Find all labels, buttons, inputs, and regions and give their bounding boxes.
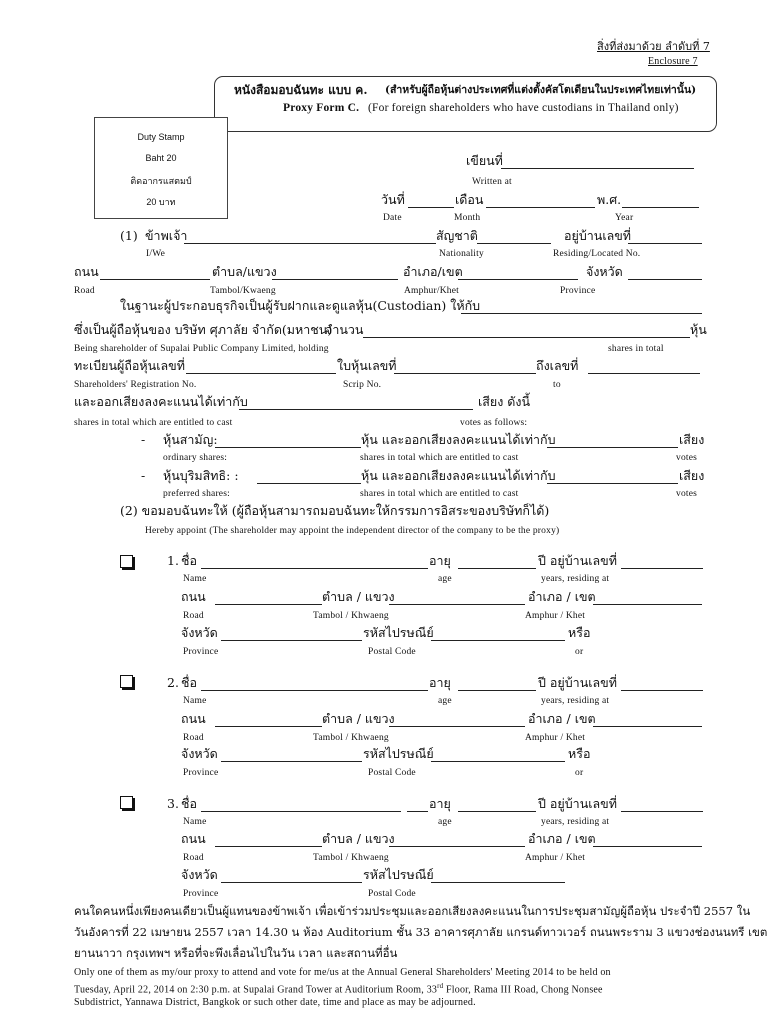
preferred-votes-field[interactable]: [547, 483, 678, 484]
proxy-3-checkbox[interactable]: [120, 796, 133, 809]
nationality-en: Nationality: [439, 249, 484, 259]
proxy-1-age-thai: อายุ: [429, 553, 451, 568]
ordinary-mid-thai: หุ้น และออกเสียงลงคะแนนได้เท่ากับ: [361, 432, 556, 447]
votes-as-en: votes as follows:: [460, 418, 528, 428]
proxy-2-name-thai: ชื่อ: [181, 675, 197, 690]
proxy-2-tambol-en: Tambol / Khwaeng: [313, 733, 389, 743]
preferred-mid-en: shares in total which are entitled to cast: [360, 489, 519, 499]
tambol-en: Tambol/Kwaeng: [210, 286, 276, 296]
stamp-thai-label: ติดอากรแสตมป์: [130, 176, 192, 186]
proxy-1-age-field[interactable]: [458, 568, 536, 569]
registration-field[interactable]: [186, 373, 336, 374]
amount-thai: จำนวน: [325, 322, 364, 337]
residing-field[interactable]: [628, 243, 702, 244]
title-thai-sub: (สำหรับผู้ถือหุ้นต่างประเทศที่แต่งตั้งคัสโตเดียนในประเทศไทยเท่านั้น): [385, 84, 697, 96]
proxy-2-amphur-en: Amphur / Khet: [525, 733, 586, 743]
stamp-thai-baht-label: 20 บาท: [146, 197, 176, 207]
preferred-mid-thai: หุ้น และออกเสียงลงคะแนนได้เท่ากับ: [361, 468, 556, 483]
proxy-3-postal-en: Postal Code: [368, 889, 416, 899]
road-thai: ถนน: [74, 264, 99, 279]
proxy-3-amphur-thai: อำเภอ / เขต: [528, 831, 596, 846]
tambol-thai: ตำบล/แขวง: [212, 264, 277, 279]
proxy-2-postal-field[interactable]: [431, 761, 565, 762]
ordinary-thai: หุ้นสามัญ:: [163, 432, 218, 447]
shares-total-en: shares in total: [608, 344, 664, 354]
proxy-2-tambol-field[interactable]: [389, 726, 525, 727]
title-en-sub: (For foreign shareholders who have custodians in Thailand only): [368, 102, 679, 114]
proxy-1-or-thai: หรือ: [568, 625, 591, 640]
proxy-2-age-thai: อายุ: [429, 675, 451, 690]
proxy-3-address-field[interactable]: [621, 811, 703, 812]
votes-field[interactable]: [239, 409, 473, 410]
proxy-3-years-thai: ปี อยู่บ้านเลขที่: [538, 796, 617, 811]
holder-en: Being shareholder of Supalai Public Company Limited, holding: [74, 344, 329, 354]
section2-heading-en: Hereby appoint (The shareholder may appoint the independent director of the company to be the proxy): [145, 526, 560, 536]
written-at-thai: เขียนที่: [466, 153, 503, 168]
proxy-2-province-thai: จังหวัด: [181, 746, 218, 761]
proxy-2-road-en: Road: [183, 733, 204, 743]
proxy-1-address-field[interactable]: [621, 568, 703, 569]
date-year-field[interactable]: [622, 207, 699, 208]
proxy-3-number: 3.: [167, 796, 179, 811]
proxy-1-road-field[interactable]: [215, 604, 322, 605]
iwe-thai: ข้าพเจ้า: [145, 228, 188, 243]
written-at-field[interactable]: [501, 168, 694, 169]
date-day-en: Date: [383, 213, 402, 223]
footer-en-line-2-sup: rd: [437, 982, 444, 990]
proxy-3-age-field[interactable]: [458, 811, 536, 812]
proxy-3-years-en: years, residing at: [541, 817, 610, 827]
proxy-3-tambol-thai: ตำบล / แขวง: [322, 831, 395, 846]
province-en: Province: [560, 286, 596, 296]
date-day-thai: วันที่: [381, 192, 405, 207]
residing-en: Residing/Located No.: [553, 249, 641, 259]
proxy-3-age-thai: อายุ: [429, 796, 451, 811]
proxy-1-amphur-en: Amphur / Khet: [525, 611, 586, 621]
proxy-3-province-field[interactable]: [221, 882, 362, 883]
proxy-2-checkbox[interactable]: [120, 675, 133, 688]
footer-thai-line-2: วันอังคารที่ 22 เมษายน 2557 เวลา 14.30 น ห้อง Auditorium ชั้น 33 อาคารศุภาลัย แกรนด์ทาวเวอร์ ถนนพระราม 3 แขวงช่องนนทรี เขต: [74, 925, 768, 939]
date-month-en: Month: [454, 213, 481, 223]
proxy-3-name-en: Name: [183, 817, 207, 827]
proxy-3-tambol-en: Tambol / Khwaeng: [313, 853, 389, 863]
proxy-2-name-en: Name: [183, 696, 207, 706]
proxy-1-checkbox[interactable]: [120, 555, 133, 568]
duty-stamp-box: [94, 117, 228, 219]
proxy-2-amphur-thai: อำเภอ / เขต: [528, 711, 596, 726]
proxy-3-province-en: Province: [183, 889, 219, 899]
scrip-en: Scrip No.: [343, 380, 382, 390]
proxy-3-road-field[interactable]: [215, 846, 322, 847]
stamp-baht-label: Baht 20: [145, 153, 177, 163]
ordinary-mid-en: shares in total which are entitled to cast: [360, 453, 519, 463]
proxy-2-age-en: age: [438, 696, 452, 706]
proxy-3-tambol-field[interactable]: [389, 846, 525, 847]
scrip-field[interactable]: [394, 373, 536, 374]
iwe-field[interactable]: [184, 243, 436, 244]
proxy-1-road-en: Road: [183, 611, 204, 621]
proxy-2-or-en: or: [575, 768, 584, 778]
date-day-field[interactable]: [408, 207, 454, 208]
proxy-1-tambol-en: Tambol / Khwaeng: [313, 611, 389, 621]
proxy-2-road-field[interactable]: [215, 726, 322, 727]
proxy-2-province-en: Province: [183, 768, 219, 778]
amount-field[interactable]: [363, 337, 690, 338]
ordinary-end-en: votes: [676, 453, 698, 463]
proxy-1-tambol-field[interactable]: [389, 604, 525, 605]
date-year-en: Year: [615, 213, 634, 223]
proxy-3-name-field-end[interactable]: [407, 811, 428, 812]
enclosure-ref-thai: สิ่งที่ส่งมาด้วย ลำดับที่ 7: [597, 40, 710, 53]
proxy-1-province-thai: จังหวัด: [181, 625, 218, 640]
custodian-field[interactable]: [461, 313, 702, 314]
date-month-field[interactable]: [486, 207, 595, 208]
ordinary-en: ordinary shares:: [163, 453, 228, 463]
nationality-field[interactable]: [477, 243, 551, 244]
preferred-shares-field[interactable]: [257, 483, 361, 484]
proxy-2-road-thai: ถนน: [181, 711, 206, 726]
preferred-end-en: votes: [676, 489, 698, 499]
proxy-1-name-thai: ชื่อ: [181, 553, 197, 568]
amphur-en: Amphur/Khet: [404, 286, 459, 296]
section2-heading-thai: (2) ขอมอบฉันทะให้ (ผู้ถือหุ้นสามารถมอบฉันทะให้กรรมการอิสระของบริษัทก็ได้): [120, 503, 550, 518]
proxy-2-province-field[interactable]: [221, 761, 362, 762]
section1-number: (1): [120, 228, 138, 243]
residing-thai: อยู่บ้านเลขที่: [564, 228, 632, 243]
footer-thai-line-1: คนใดคนหนึ่งเพียงคนเดียวเป็นผู้แทนของข้าพเจ้า เพื่อเข้าร่วมประชุมและออกเสียงลงคะแนนในการประชุมสามัญผู้ถือหุ้น ประจำปี 2557 ใน: [74, 904, 751, 918]
road-field[interactable]: [100, 279, 210, 280]
proxy-1-postal-thai: รหัสไปรษณีย์: [363, 625, 434, 640]
proxy-1-years-thai: ปี อยู่บ้านเลขที่: [538, 553, 617, 568]
footer-en-line-2b: Floor, Rama III Road, Chong Nonsee: [443, 984, 603, 996]
ordinary-end-thai: เสียง: [679, 432, 705, 447]
tambol-field[interactable]: [272, 279, 398, 280]
proxy-1-years-en: years, residing at: [541, 574, 610, 584]
proxy-1-postal-field[interactable]: [431, 640, 565, 641]
footer-en-line-2: [74, 983, 603, 995]
proxy-1-road-thai: ถนน: [181, 589, 206, 604]
registration-en: Shareholders' Registration No.: [74, 380, 197, 390]
registration-thai: ทะเบียนผู้ถือหุ้นเลขที่: [74, 358, 185, 373]
proxy-2-years-thai: ปี อยู่บ้านเลขที่: [538, 675, 617, 690]
proxy-3-amphur-en: Amphur / Khet: [525, 853, 586, 863]
iwe-en: I/We: [146, 249, 166, 259]
nationality-thai: สัญชาติ: [436, 228, 478, 243]
footer-en-line-1: Only one of them as my/our proxy to attend and vote for me/us at the Annual General Shareholders' Meeting 2014 to be held on: [74, 967, 611, 978]
proxy-1-age-en: age: [438, 574, 452, 584]
footer-thai-line-3: ยานนาวา กรุงเทพฯ หรือที่จะพึงเลื่อนไปในวัน เวลา และสถานที่อื่น: [74, 946, 398, 960]
votes-thai: และออกเสียงลงคะแนนได้เท่ากับ: [74, 394, 248, 409]
province-field[interactable]: [628, 279, 702, 280]
proxy-2-age-field[interactable]: [458, 690, 536, 691]
proxy-2-postal-en: Postal Code: [368, 768, 416, 778]
ordinary-bullet: -: [141, 432, 146, 447]
written-at-en: Written at: [472, 177, 512, 187]
road-en: Road: [74, 286, 95, 296]
proxy-3-road-thai: ถนน: [181, 831, 206, 846]
title-thai-main: หนังสือมอบฉันทะ แบบ ค.: [234, 83, 368, 97]
proxy-2-amphur-field[interactable]: [593, 726, 702, 727]
votes-en: shares in total which are entitled to cast: [74, 418, 233, 428]
shares-thai: หุ้น: [690, 322, 707, 337]
proxy-1-tambol-thai: ตำบล / แขวง: [322, 589, 395, 604]
custodian-thai: ในฐานะผู้ประกอบธุรกิจเป็นผู้รับฝากและดูแลหุ้น(Custodian) ให้กับ: [120, 298, 481, 313]
proxy-3-name-field[interactable]: [201, 811, 401, 812]
proxy-2-name-field[interactable]: [201, 690, 428, 691]
proxy-2-number: 2.: [167, 675, 179, 690]
proxy-2-or-thai: หรือ: [568, 746, 591, 761]
proxy-1-amphur-thai: อำเภอ / เขต: [528, 589, 596, 604]
scrip-thai: ใบหุ้นเลขที่: [337, 358, 397, 373]
footer-en-line-2a: Tuesday, April 22, 2014 on 2:30 p.m. at Supalai Grand Tower at Auditorium Room, 33: [74, 984, 438, 996]
proxy-2-address-field[interactable]: [621, 690, 703, 691]
proxy-2-postal-thai: รหัสไปรษณีย์: [363, 746, 434, 761]
date-month-thai: เดือน: [455, 192, 484, 207]
province-thai: จังหวัด: [586, 264, 623, 279]
scrip-to-en: to: [553, 380, 561, 390]
scrip-to-thai: ถึงเลขที่: [536, 358, 579, 373]
preferred-en: preferred shares:: [163, 489, 230, 499]
proxy-3-name-thai: ชื่อ: [181, 796, 197, 811]
proxy-1-name-field[interactable]: [201, 568, 428, 569]
proxy-1-amphur-field[interactable]: [593, 604, 702, 605]
amphur-field[interactable]: [458, 279, 578, 280]
proxy-3-postal-field[interactable]: [431, 882, 565, 883]
proxy-1-name-en: Name: [183, 574, 207, 584]
preferred-thai: หุ้นบุริมสิทธิ: :: [163, 468, 239, 483]
proxy-1-postal-en: Postal Code: [368, 647, 416, 657]
proxy-3-province-thai: จังหวัด: [181, 867, 218, 882]
proxy-1-or-en: or: [575, 647, 584, 657]
proxy-3-age-en: age: [438, 817, 452, 827]
stamp-duty-label: Duty Stamp: [137, 132, 185, 142]
enclosure-ref-en: Enclosure 7: [648, 56, 698, 67]
ordinary-shares-field[interactable]: [215, 447, 361, 448]
date-year-thai: พ.ศ.: [597, 192, 622, 207]
preferred-end-thai: เสียง: [679, 468, 705, 483]
proxy-3-road-en: Road: [183, 853, 204, 863]
proxy-2-tambol-thai: ตำบล / แขวง: [322, 711, 395, 726]
title-en-main: Proxy Form C.: [283, 102, 360, 114]
proxy-3-amphur-field[interactable]: [593, 846, 702, 847]
proxy-1-number: 1.: [167, 553, 179, 568]
holder-thai: ซึ่งเป็นผู้ถือหุ้นของ บริษัท ศุภาลัย จำกัด(มหาชน): [74, 322, 333, 337]
proxy-2-years-en: years, residing at: [541, 696, 610, 706]
preferred-bullet: -: [141, 468, 146, 483]
proxy-1-province-en: Province: [183, 647, 219, 657]
ordinary-votes-field[interactable]: [547, 447, 678, 448]
proxy-3-postal-thai: รหัสไปรษณีย์: [363, 867, 434, 882]
votes-as-thai: เสียง ดังนี้: [478, 394, 531, 409]
amphur-thai: อำเภอ/เขต: [403, 264, 463, 279]
proxy-1-province-field[interactable]: [221, 640, 362, 641]
footer-en-line-3: Subdistrict, Yannawa District, Bangkok or such other date, time and place as may be adjourned.: [74, 997, 476, 1008]
scrip-to-field[interactable]: [588, 373, 700, 374]
